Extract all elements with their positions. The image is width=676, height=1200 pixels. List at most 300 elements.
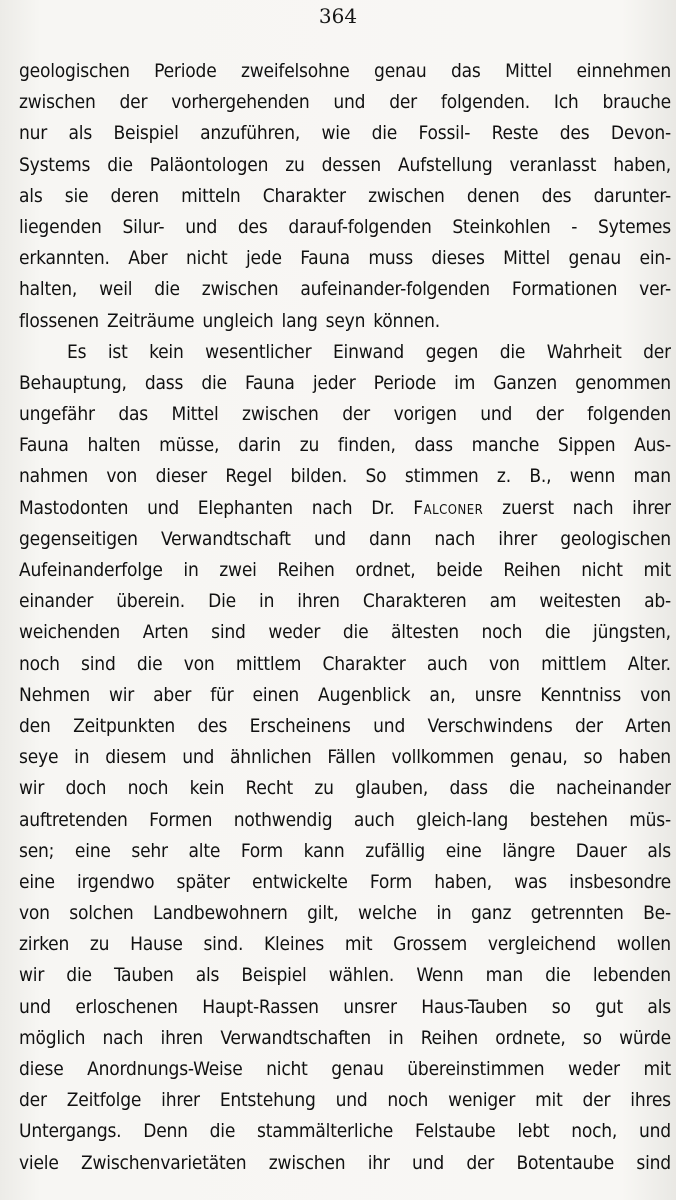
word: Reihen (420, 1026, 479, 1049)
word: halten (87, 434, 141, 457)
word: des (197, 714, 228, 737)
word: würde (619, 1026, 671, 1049)
text-line (19, 1116, 671, 1147)
word: Tauben (113, 964, 174, 987)
word: dieser (155, 465, 207, 488)
word: viele (19, 1151, 59, 1174)
word: in (259, 590, 275, 613)
text-line (19, 960, 671, 991)
word: Fauna (300, 247, 350, 270)
word: so (582, 1026, 602, 1049)
word: überein. (116, 590, 186, 613)
word: jeder (312, 371, 356, 394)
word: noch (127, 777, 169, 800)
word: dass (414, 434, 453, 457)
text-line (19, 430, 671, 461)
word: stammälterliche (257, 1120, 394, 1143)
word: sen; (19, 839, 55, 862)
word: die (544, 621, 571, 644)
word: in (74, 746, 90, 769)
word: in (388, 1026, 404, 1049)
word: geologischen (560, 527, 671, 550)
word: sehr (131, 839, 168, 862)
word: weder (268, 621, 321, 644)
page-number: 364 (318, 4, 358, 28)
word: später (176, 870, 230, 893)
word: ordnet, (355, 559, 416, 581)
word: Recht (245, 777, 294, 800)
text-line (19, 1054, 671, 1085)
word: ver- (639, 278, 671, 301)
word: nothwendig (233, 808, 333, 831)
word: wir (108, 683, 135, 706)
word: Ganzen (493, 371, 558, 394)
word: Grossem (393, 933, 468, 956)
word: wir (19, 777, 45, 800)
word: noch (19, 652, 60, 675)
word: der (466, 1151, 495, 1174)
word: lebenden (592, 964, 671, 987)
word: und (313, 527, 346, 550)
word: folgenden (587, 403, 671, 426)
word: brauche (602, 91, 671, 114)
word: nicht (266, 1058, 308, 1080)
word: als (647, 995, 671, 1018)
word: ähnlichen (230, 746, 312, 769)
word: Nehmen (19, 683, 90, 706)
word: darin (238, 434, 281, 457)
word: Behauptung, (19, 371, 127, 394)
word: nach (311, 496, 353, 519)
word: ungleich (202, 309, 274, 332)
word: Es (67, 340, 87, 363)
word: Arten (625, 714, 671, 737)
word: kein (149, 340, 184, 363)
word: man (485, 964, 524, 987)
word: als (19, 184, 43, 207)
word: nach (434, 527, 476, 550)
word: flossenen (19, 309, 99, 332)
word: noch (387, 1089, 429, 1112)
word: vollkommen (391, 746, 494, 769)
word: Verwandtschaft (160, 527, 291, 550)
word: noch, (571, 1120, 618, 1143)
word: jüngsten, (593, 621, 671, 644)
word: genommen (575, 371, 671, 394)
word: weder (567, 1058, 620, 1080)
word: gut (595, 995, 623, 1018)
word: aber (153, 683, 192, 706)
word: den (19, 714, 51, 737)
word: mittlem (235, 652, 302, 675)
word: Einwand (332, 340, 405, 363)
text-line (19, 711, 671, 742)
word: finden, (337, 434, 396, 457)
word: eine (19, 870, 55, 893)
word: Steinkohlen (452, 215, 551, 238)
word: wir (19, 964, 45, 987)
word: der (535, 403, 564, 426)
word: stimmen (404, 465, 479, 488)
word: Hause (130, 933, 183, 956)
text-line (19, 274, 671, 305)
word: Aber (128, 247, 168, 270)
word: Systems (19, 153, 91, 176)
word: vorigen (393, 403, 457, 426)
word: auch (426, 652, 468, 675)
word: gegen (425, 340, 479, 363)
word: zu (299, 434, 320, 457)
word: zu (89, 933, 110, 956)
word: lang (281, 309, 318, 332)
word: und (185, 215, 218, 238)
word: die (342, 621, 369, 644)
word: wollen (616, 933, 671, 956)
word: eine (445, 839, 482, 862)
word: ihren (297, 590, 340, 613)
word: ihrer (161, 1089, 200, 1112)
word: und (182, 746, 215, 769)
word: Mittel (503, 247, 551, 270)
text-line (19, 555, 671, 586)
word: haben, (613, 153, 671, 176)
text-line (19, 150, 671, 181)
word: Haus-Tauben (421, 995, 528, 1018)
word: als (68, 122, 93, 145)
word: das (451, 60, 481, 82)
word: sind (211, 621, 246, 644)
word: was (514, 870, 547, 893)
word: unsre (474, 683, 522, 706)
word: B., (529, 465, 552, 488)
word: auch (353, 808, 395, 831)
word: Kleines (264, 933, 325, 956)
word: gilt, (307, 902, 339, 925)
word: diesem (105, 746, 167, 769)
word: Mittel (505, 60, 553, 82)
word: zwei (219, 559, 257, 581)
word: Verwandtschaften (220, 1026, 372, 1049)
word: zu (314, 777, 334, 800)
word: Landbewohnern (153, 902, 288, 925)
word: der (19, 1089, 47, 1112)
word: dessen (321, 153, 381, 176)
word: so (583, 746, 603, 769)
word: z. (496, 465, 511, 488)
word: Aus- (634, 434, 671, 457)
word: von (640, 683, 671, 706)
word: dass (449, 777, 488, 800)
text-line (19, 368, 671, 399)
word: nacheinander (556, 777, 671, 800)
word: manche (471, 434, 540, 457)
word: glauben, (355, 777, 429, 800)
word: zufällig (365, 839, 426, 862)
word: alte (188, 839, 221, 862)
word: im (454, 371, 476, 394)
word: Dr. (371, 496, 395, 519)
word: muss (368, 247, 413, 270)
word: des (237, 215, 268, 238)
word: Wahrheit (546, 340, 622, 363)
word: Aufstellung (398, 153, 493, 176)
word: dann (369, 527, 412, 550)
word: müs- (629, 808, 671, 831)
word: von (183, 652, 215, 675)
word: Beispiel (113, 122, 179, 145)
word: von (19, 902, 50, 925)
text-line (19, 836, 671, 867)
word: erkannten. (19, 247, 110, 270)
word: wesentlicher (205, 340, 312, 363)
word: Augenblick (318, 683, 411, 706)
word: Periode (373, 371, 437, 394)
word: müsse, (159, 434, 220, 457)
word: Formationen (511, 278, 618, 301)
word: wenn (569, 465, 616, 488)
word: vergleichend (487, 933, 597, 956)
text-line (19, 493, 671, 524)
word: haben, (434, 870, 492, 893)
word: mit (535, 1089, 563, 1112)
word: genau (374, 60, 427, 82)
word: ältesten (391, 621, 459, 644)
word: Periode (154, 60, 217, 82)
word: Formen (149, 808, 213, 831)
word: welche (358, 902, 417, 925)
word: und (19, 995, 51, 1018)
word: Kenntniss (540, 683, 622, 706)
word: nur (19, 122, 48, 145)
word: ihr (367, 1151, 390, 1174)
word: Die (208, 590, 236, 613)
word: der (582, 1089, 611, 1112)
word: sind (81, 652, 116, 675)
text-line (19, 56, 671, 87)
word: gleich-lang (416, 808, 509, 831)
word: veranlasst (509, 153, 597, 176)
word: Botentaube (516, 1151, 615, 1174)
word: zwischen (19, 91, 96, 114)
word: anzuführen, (200, 122, 301, 145)
word: nach (102, 1026, 144, 1049)
word: von (488, 652, 520, 675)
word: des (541, 184, 572, 207)
word: entwickelte (252, 870, 348, 893)
word: weil (99, 278, 133, 301)
word: mit (643, 1058, 671, 1080)
text-line (19, 617, 671, 648)
word: Falconer (413, 496, 484, 519)
word: zweifelsohne (240, 60, 350, 82)
word: Reihen (503, 559, 561, 581)
word: noch (481, 621, 523, 644)
word: und (333, 91, 366, 114)
word: und (480, 403, 513, 426)
word: weitesten (539, 590, 622, 613)
word: liegenden (19, 215, 102, 238)
word: können. (373, 309, 440, 332)
word: zu (285, 153, 305, 176)
text-line (19, 1085, 671, 1116)
word: kein (189, 777, 225, 800)
word: darauf-folgenden (288, 215, 432, 238)
word: haben (618, 746, 671, 769)
word: unsrer (343, 995, 397, 1018)
word: mit (643, 559, 671, 581)
text-line (19, 181, 671, 212)
text-line (19, 680, 671, 711)
text-line (19, 742, 671, 773)
word: sind (636, 1151, 671, 1174)
word: übereinstimmen (407, 1058, 545, 1080)
text-line (19, 773, 671, 804)
word: vorhergehenden (171, 91, 310, 114)
word: Beispiel (241, 964, 307, 987)
word: Erscheinens (249, 714, 351, 737)
word: nach (572, 496, 614, 519)
word: Charakter (262, 184, 346, 207)
word: zuerst (502, 496, 554, 519)
word: geologischen (19, 60, 130, 82)
word: die (136, 652, 163, 675)
word: Arten (142, 621, 189, 644)
word: gegenseitigen (19, 527, 138, 550)
text-line (19, 805, 671, 836)
word: am (489, 590, 517, 613)
word: solchen (69, 902, 134, 925)
word: Zwischenvarietäten (80, 1151, 247, 1174)
word: Fällen (327, 746, 376, 769)
word: halten, (19, 278, 78, 301)
word: ihres (630, 1089, 671, 1112)
word: zwischen (242, 403, 319, 426)
word: Haupt-Rassen (202, 995, 319, 1018)
word: Untergangs. (19, 1120, 122, 1143)
word: von (106, 465, 138, 488)
word: Felstaube (414, 1120, 496, 1143)
word: Paläontologen (149, 153, 269, 176)
word: zirken (19, 933, 70, 956)
text-line (19, 243, 671, 274)
word: jede (245, 247, 282, 270)
word: weichenden (19, 621, 121, 644)
word: der (574, 714, 603, 737)
word: beide (436, 559, 483, 581)
text-line (19, 87, 671, 118)
word: genau (568, 247, 622, 270)
word: Mittel (171, 403, 219, 426)
text-line (19, 867, 671, 898)
word: weniger (448, 1089, 516, 1112)
word: aufeinander-folgenden (300, 278, 490, 301)
word: Fauna (245, 371, 295, 394)
word: mitteln (181, 184, 241, 207)
word: Zeitpunkten (73, 714, 176, 737)
word: diese (19, 1058, 64, 1080)
word: kann (303, 839, 345, 862)
word: Verschwindens (427, 714, 553, 737)
word: Charakteren (362, 590, 467, 613)
text-line (19, 1148, 671, 1179)
word: auftretenden (19, 808, 128, 831)
word: zwischen (368, 184, 445, 207)
word: die (509, 777, 535, 800)
text-line (19, 461, 671, 492)
word: Form (240, 839, 283, 862)
word: die (371, 122, 398, 145)
word: Mastodonten (19, 496, 129, 519)
text-line (19, 929, 671, 960)
word: der (342, 403, 371, 426)
word: Devon- (610, 122, 671, 145)
word: so (551, 995, 571, 1018)
word: möglich (19, 1026, 86, 1049)
word: ist (107, 340, 128, 363)
word: der (643, 340, 671, 363)
word: seye (19, 746, 59, 769)
word: nahmen (19, 465, 88, 488)
word: der (119, 91, 148, 114)
word: Aufeinanderfolge (19, 559, 163, 581)
word: sind. (203, 933, 244, 956)
word: Ich (553, 91, 579, 114)
word: in (183, 559, 199, 581)
word: darunter- (593, 184, 671, 207)
word: ihrer (632, 496, 671, 519)
word: und (373, 714, 406, 737)
word: Reihen (277, 559, 335, 581)
word: bilden. (290, 465, 348, 488)
word: ungefähr (19, 403, 95, 426)
word: als (647, 839, 671, 862)
word: die (545, 964, 571, 987)
text-line (19, 649, 671, 680)
text-line (19, 1023, 671, 1054)
word: folgenden. (440, 91, 530, 114)
word: sie (64, 184, 89, 207)
text-line (19, 306, 671, 337)
word: in (436, 902, 452, 925)
body-text (19, 56, 671, 1179)
word: der (389, 91, 418, 114)
word: Be- (643, 902, 671, 925)
word: lebt (517, 1120, 550, 1143)
word: bestehen (529, 808, 608, 831)
word: - (571, 215, 578, 238)
word: und (412, 1151, 444, 1174)
word: ihrer (498, 527, 538, 550)
word: mittlem (541, 652, 607, 675)
word: So (365, 465, 387, 488)
word: erloschenen (75, 995, 178, 1018)
word: genau (331, 1058, 384, 1080)
word: nicht (581, 559, 623, 581)
word: zwischen (268, 1151, 346, 1174)
word: Sippen (557, 434, 616, 457)
word: Dauer (575, 839, 627, 862)
word: denen (466, 184, 520, 207)
word: zwischen (201, 278, 279, 301)
word: einnehmen (576, 60, 671, 82)
word: seyn (325, 309, 366, 332)
word: und (335, 1089, 368, 1112)
word: Zeiträume (106, 309, 195, 332)
word: die (201, 371, 227, 394)
word: Regel (225, 465, 273, 488)
word: das (118, 403, 148, 426)
word: Reste (491, 122, 539, 145)
